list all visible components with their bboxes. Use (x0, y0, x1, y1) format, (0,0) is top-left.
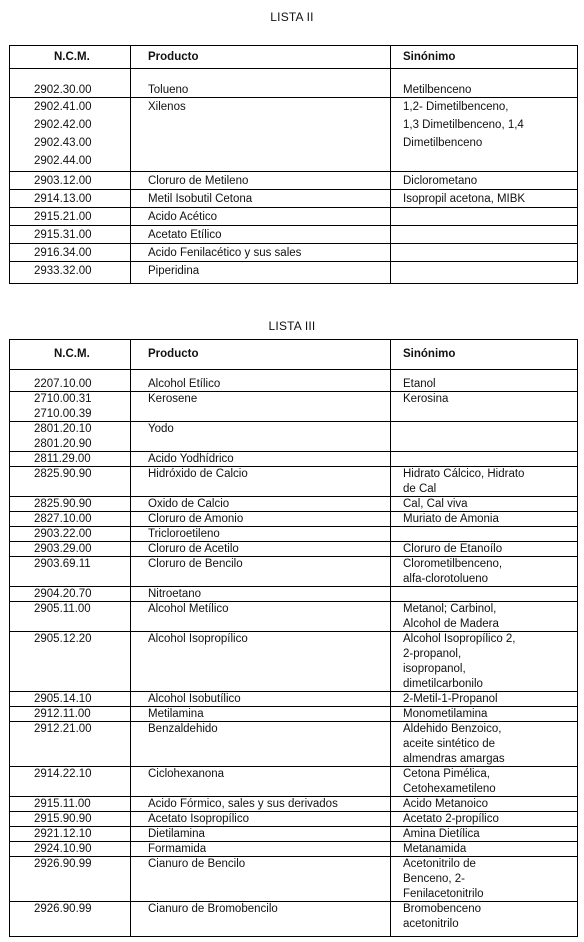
column-divider (130, 340, 131, 936)
producto-cell: Piperidina (148, 265, 200, 277)
ncm-cell: 2801.20.10 2801.20.90 (34, 423, 92, 450)
sinonimo-cell: Metilbenceno (403, 84, 472, 96)
producto-cell: Benzaldehido (148, 723, 218, 735)
sinonimo-cell: Alcohol Isopropílico 2, 2-propanol, isopropanol, dimetilcarbonilo (403, 633, 516, 690)
producto-cell: Metil Isobutil Cetona (148, 193, 253, 205)
producto-cell: Dietilamina (148, 828, 205, 840)
ncm-cell: 2902.41.00 2902.42.00 2902.43.00 2902.44.00 (34, 101, 92, 167)
ncm-cell: 2926.90.99 (34, 903, 92, 915)
lista-iii-title: LISTA III (268, 319, 316, 333)
ncm-cell: 2926.90.99 (34, 858, 92, 870)
sinonimo-cell: Amina Dietílica (403, 828, 480, 840)
producto-cell: Tricloroetileno (148, 528, 220, 540)
producto-cell: Cloruro de Bencilo (148, 558, 243, 570)
producto-cell: Hidróxido de Calcio (148, 468, 248, 480)
sinonimo-cell: Cal, Cal viva (403, 498, 468, 510)
ncm-cell: 2915.90.90 (34, 813, 92, 825)
row-divider (10, 586, 577, 587)
row-divider (10, 261, 577, 262)
producto-cell: Acido Acético (148, 211, 218, 223)
header-cell: Sinónimo (403, 51, 456, 63)
ncm-cell: 2914.13.00 (34, 193, 92, 205)
row-divider (10, 207, 577, 208)
sinonimo-cell: Hidrato Cálcico, Hidrato de Cal (403, 468, 525, 495)
ncm-cell: 2903.29.00 (34, 543, 92, 555)
ncm-cell: 2912.11.00 (34, 708, 91, 720)
producto-cell: Tolueno (148, 84, 189, 96)
sinonimo-cell: Acetonitrilo de Benceno, 2- Fenilacetonitrilo (403, 858, 484, 900)
lista-ii-title: LISTA II (270, 10, 314, 24)
sinonimo-cell: Bromobenceno acetonitrilo (403, 903, 481, 930)
row-divider (10, 171, 577, 172)
sinonimo-cell: Clorometilbenceno, alfa-clorotolueno (403, 558, 503, 585)
sinonimo-cell: Kerosina (403, 393, 449, 405)
row-divider (10, 97, 577, 98)
row-divider (10, 631, 577, 632)
ncm-cell: 2207.10.00 (34, 378, 92, 390)
producto-cell: Yodo (148, 423, 174, 435)
row-divider (10, 556, 577, 557)
row-divider (10, 243, 577, 244)
ncm-cell: 2916.34.00 (34, 247, 92, 259)
row-divider (10, 225, 577, 226)
sinonimo-cell: Isopropil acetona, MIBK (403, 193, 526, 205)
row-divider (10, 451, 577, 452)
row-divider (10, 601, 577, 602)
producto-cell: Acido Yodhídrico (148, 453, 234, 465)
producto-cell: Cianuro de Bromobencilo (148, 903, 278, 915)
lista-ii-table (9, 45, 578, 284)
header-cell: N.C.M. (54, 348, 90, 360)
producto-cell: Cianuro de Bencilo (148, 858, 246, 870)
producto-cell: Ciclohexanona (148, 768, 225, 780)
row-divider (10, 466, 577, 467)
header-divider (10, 369, 577, 370)
ncm-cell: 2827.10.00 (34, 513, 92, 525)
header-cell: N.C.M. (54, 51, 90, 63)
row-divider (10, 511, 577, 512)
ncm-cell: 2924.10.90 (34, 843, 92, 855)
sinonimo-cell: Metanamida (403, 843, 467, 855)
sinonimo-cell: Metanol; Carbinol, Alcohol de Madera (403, 603, 499, 630)
ncm-cell: 2915.11.00 (34, 798, 91, 810)
row-divider (10, 796, 577, 797)
producto-cell: Acido Fórmico, sales y sus derivados (148, 798, 338, 810)
producto-cell: Alcohol Isopropílico (148, 633, 248, 645)
ncm-cell: 2905.11.00 (34, 603, 91, 615)
ncm-cell: 2912.21.00 (34, 723, 92, 735)
row-divider (10, 766, 577, 767)
header-cell: Producto (148, 51, 199, 63)
table-header (10, 340, 577, 369)
row-divider (10, 811, 577, 812)
ncm-cell: 2811.29.00 (34, 453, 91, 465)
ncm-cell: 2915.31.00 (34, 229, 92, 241)
table-header (10, 46, 577, 68)
producto-cell: Cloruro de Acetilo (148, 543, 239, 555)
row-divider (10, 391, 577, 392)
ncm-cell: 2915.21.00 (34, 211, 92, 223)
producto-cell: Oxido de Calcio (148, 498, 230, 510)
ncm-cell: 2905.14.10 (34, 693, 92, 705)
producto-cell: Nitroetano (148, 588, 202, 600)
sinonimo-cell: Etanol (403, 378, 436, 390)
sinonimo-cell: Muriato de Amonia (403, 513, 499, 525)
header-cell: Sinónimo (403, 348, 456, 360)
sinonimo-cell: Cloruro de Etanoílo (403, 543, 503, 555)
column-divider (130, 46, 131, 283)
sinonimo-cell: Aldehido Benzoico, aceite sintético de almendras amargas (403, 723, 505, 765)
row-divider (10, 189, 577, 190)
row-divider (10, 421, 577, 422)
row-divider (10, 826, 577, 827)
producto-cell: Acido Fenilacético y sus sales (148, 247, 302, 259)
producto-cell: Acetato Etílico (148, 229, 222, 241)
header-cell: Producto (148, 348, 199, 360)
sinonimo-cell: Acetato 2-propílico (403, 813, 499, 825)
producto-cell: Acetato Isopropílico (148, 813, 250, 825)
sinonimo-cell: 2-Metil-1-Propanol (403, 693, 498, 705)
producto-cell: Metilamina (148, 708, 204, 720)
ncm-cell: 2921.12.10 (34, 828, 92, 840)
ncm-cell: 2904.20.70 (34, 588, 92, 600)
lista-iii-table (9, 339, 578, 937)
row-divider (10, 706, 577, 707)
sinonimo-cell: Monometilamina (403, 708, 488, 720)
producto-cell: Cloruro de Amonio (148, 513, 244, 525)
row-divider (10, 691, 577, 692)
ncm-cell: 2825.90.90 (34, 468, 92, 480)
producto-cell: Formamida (148, 843, 207, 855)
sinonimo-cell: Diclorometano (403, 175, 478, 187)
row-divider (10, 841, 577, 842)
producto-cell: Alcohol Metílico (148, 603, 229, 615)
producto-cell: Cloruro de Metileno (148, 175, 249, 187)
row-divider (10, 856, 577, 857)
ncm-cell: 2902.30.00 (34, 84, 92, 96)
ncm-cell: 2903.12.00 (34, 175, 92, 187)
ncm-cell: 2825.90.90 (34, 498, 92, 510)
ncm-cell: 2903.69.11 (34, 558, 91, 570)
producto-cell: Alcohol Isobutílico (148, 693, 241, 705)
ncm-cell: 2933.32.00 (34, 265, 92, 277)
ncm-cell: 2903.22.00 (34, 528, 92, 540)
row-divider (10, 526, 577, 527)
row-divider (10, 541, 577, 542)
ncm-cell: 2905.12.20 (34, 633, 92, 645)
row-divider (10, 901, 577, 902)
row-divider (10, 721, 577, 722)
row-divider (10, 496, 577, 497)
ncm-cell: 2710.00.31 2710.00.39 (34, 393, 92, 420)
header-divider (10, 68, 577, 69)
sinonimo-cell: 1,2- Dimetilbenceno, 1,3 Dimetilbenceno, 1,4 Dimetilbenceno (403, 101, 524, 149)
producto-cell: Xilenos (148, 101, 186, 113)
producto-cell: Alcohol Etílico (148, 378, 221, 390)
sinonimo-cell: Cetona Pimélica, Cetohexametileno (403, 768, 496, 795)
ncm-cell: 2914.22.10 (34, 768, 92, 780)
producto-cell: Kerosene (148, 393, 198, 405)
sinonimo-cell: Acido Metanoico (403, 798, 489, 810)
